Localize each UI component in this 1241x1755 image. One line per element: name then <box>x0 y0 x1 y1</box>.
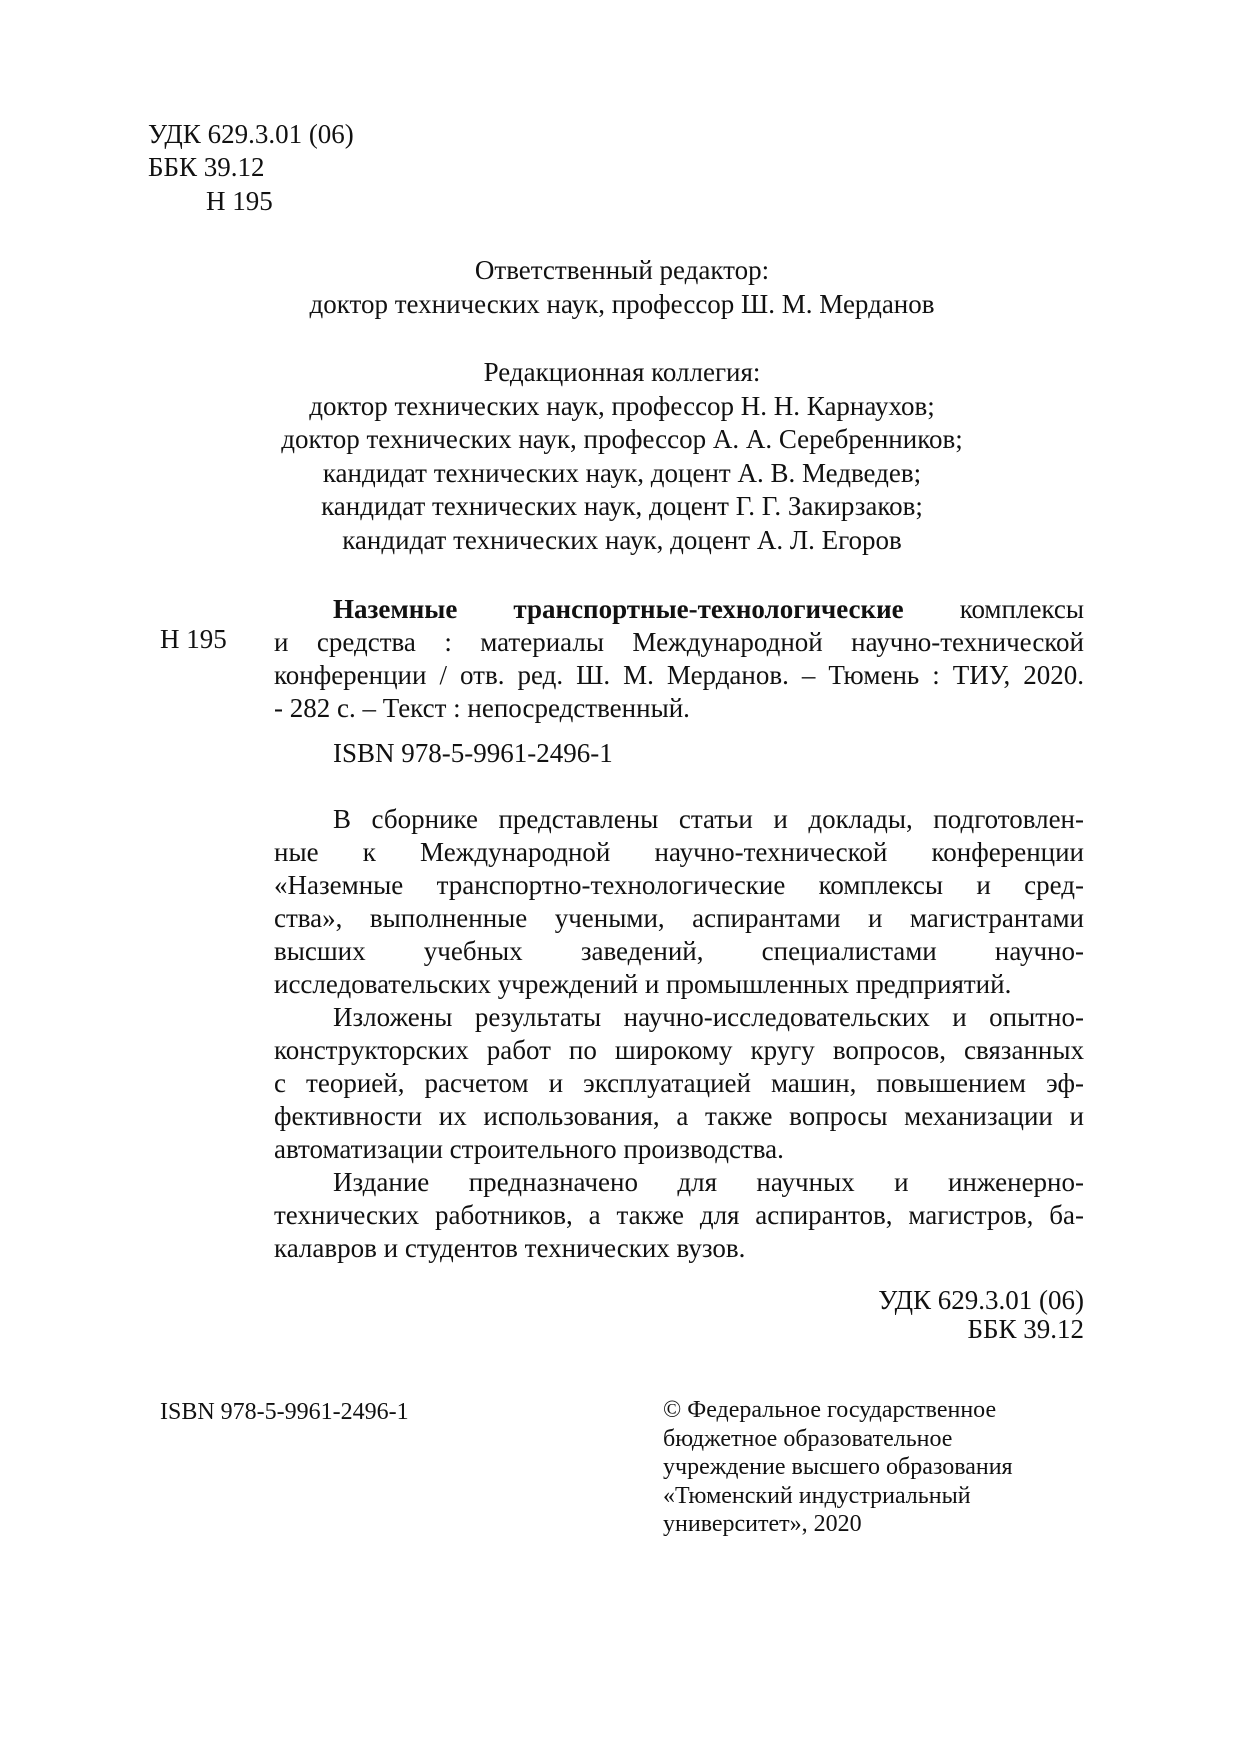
copyright-line: университет», 2020 <box>663 1511 862 1537</box>
bottom-isbn: ISBN 978-5-9961-2496-1 <box>160 1399 409 1425</box>
footer-udk: УДК 629.3.01 (06) <box>878 1285 1084 1315</box>
footer-codes <box>878 1286 1084 1344</box>
abstract-line: высших учебных заведений, специалистами научно- <box>274 936 1084 966</box>
abstract <box>274 803 1084 1265</box>
abstract-line: ства», выполненные учеными, аспирантами и магистрантами <box>274 903 1084 933</box>
abstract-line: фективности их использования, а также вопросы механизации и <box>274 1101 1084 1131</box>
abstract-line: Издание предназначено для научных и инженерно- <box>333 1167 1084 1197</box>
abstract-line: ные к Международной научно-технической конференции <box>274 837 1084 867</box>
copyright-line: © Федеральное государственное <box>663 1397 997 1423</box>
copyright <box>663 1396 1013 1539</box>
abstract-line: с теорией, расчетом и эксплуатацией машин, повышением эф- <box>274 1068 1084 1098</box>
bbk-code: ББК 39.12 <box>148 152 265 182</box>
abstract-line: технических работников, а также для аспирантов, магистров, ба- <box>274 1200 1084 1230</box>
udk-code: УДК 629.3.01 (06) <box>148 119 354 149</box>
board-member: кандидат технических наук, доцент А. В. Медведев; <box>322 457 922 488</box>
copyright-line: учреждение высшего образования <box>663 1454 1013 1480</box>
bib-line <box>274 593 1084 626</box>
editor-heading: Ответственный редактор: <box>474 255 770 285</box>
copyright-line: бюджетное образовательное <box>663 1425 953 1452</box>
editor-name: доктор технических наук, профессор Ш. М. Мерданов <box>309 288 935 319</box>
bib-author-mark: Н 195 <box>160 624 227 654</box>
abstract-line: Изложены результаты научно-исследовательских и опытно- <box>333 1002 1084 1032</box>
title-rest: комплексы <box>959 594 1084 624</box>
footer-bbk: ББК 39.12 <box>967 1314 1084 1344</box>
board-member: доктор технических наук, профессор Н. Н. Карнаухов; <box>309 390 935 421</box>
abstract-line: исследовательских учреждений и промышленных предприятий. <box>274 969 1012 999</box>
abstract-line: автоматизации строительного производства. <box>274 1134 784 1164</box>
bib-line: конференции / отв. ред. Ш. М. Мерданов. – Тюмень : ТИУ, 2020. <box>274 660 1084 690</box>
abstract-line: калавров и студентов технических вузов. <box>274 1233 746 1263</box>
board-member: доктор технических наук, профессор А. А. Серебренников; <box>281 424 963 454</box>
bib-line: - 282 с. – Текст : непосредственный. <box>274 693 690 723</box>
responsible-editor <box>160 254 1084 321</box>
board-member: кандидат технических наук, доцент Г. Г. Закирзаков; <box>321 491 923 521</box>
bib-line: и средства : материалы Международной научно-технической <box>274 627 1084 657</box>
bibliographic-record <box>274 593 1084 770</box>
board-member: кандидат технических наук, доцент А. Л. Егоров <box>342 524 902 555</box>
abstract-line: конструкторских работ по широкому кругу вопросов, связанных <box>274 1035 1084 1065</box>
bib-isbn: ISBN 978-5-9961-2496-1 <box>333 738 613 768</box>
book-title: Наземные транспортные-технологические <box>333 594 904 624</box>
editorial-board <box>160 356 1084 557</box>
board-heading: Редакционная коллегия: <box>483 357 761 387</box>
abstract-line: «Наземные транспортно-технологические комплексы и сред- <box>274 870 1084 900</box>
author-mark: Н 195 <box>206 186 273 216</box>
abstract-line: В сборнике представлены статьи и доклады, подготовлен- <box>333 804 1084 834</box>
copyright-line: «Тюменский индустриальный <box>663 1482 971 1509</box>
